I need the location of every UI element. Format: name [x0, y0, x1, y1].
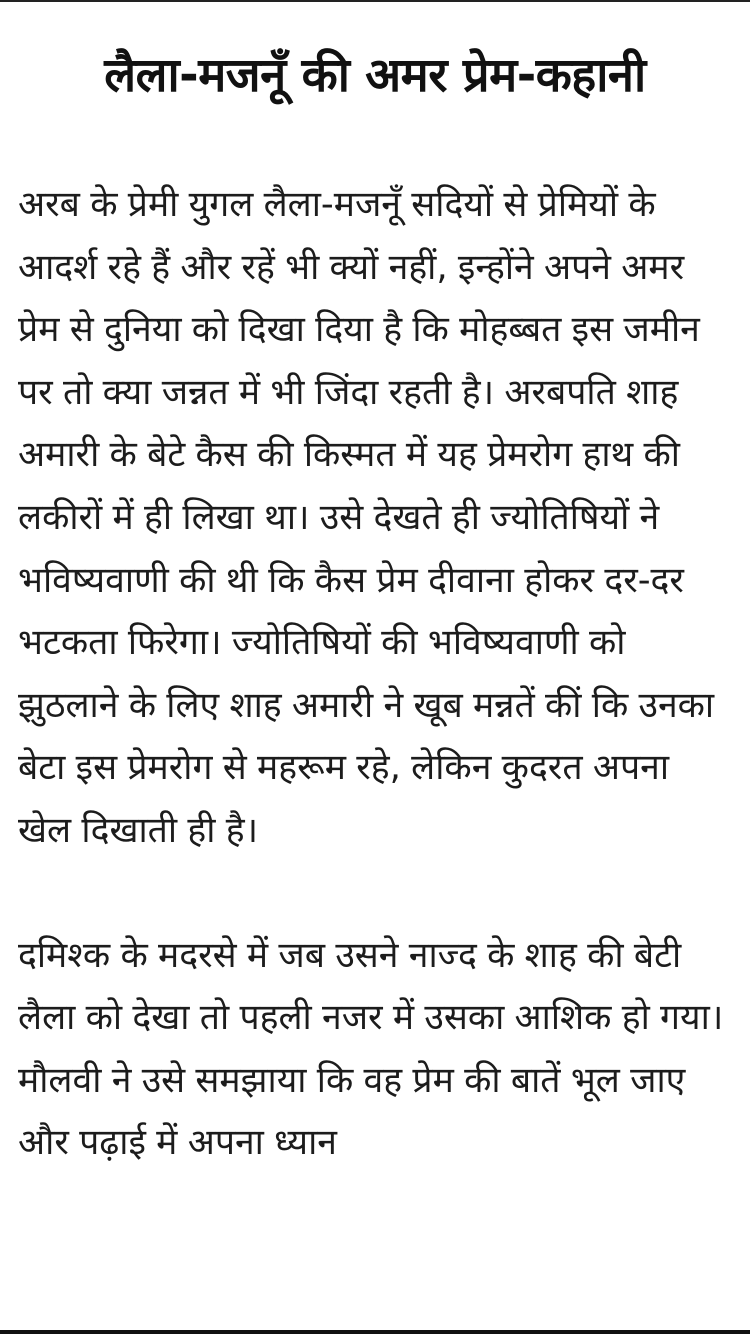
- article-content: [0, 2, 750, 1175]
- article-paragraph-2: दमिश्क के मदरसे में जब उसने नाज्द के शाह की बेटी लैला को देखा तो पहली नजर में उसका आशिक हो गया। मौलवी ने उसे समझाया कि वह प्रेम की बातें भूल जाए और पढ़ाई में अपना ध्यान: [18, 934, 724, 1164]
- article-paragraph-1: अरब के प्रेमी युगल लैला-मजनूँ सदियों से प्रेमियों के आदर्श रहे हैं और रहें भी क्यों नहीं, इन्होंने अपने अमर प्रेम से दुनिया को दिखा दिया है कि मोहब्बत इस जमीन पर तो क्या जन्नत में भी जिंदा रहती है। अरबपति शाह अमारी के बेटे कैस की किस्मत में यह प्रेमरोग हाथ की लकीरों में ही लिखा था। उसे देखते ही ज्योतिषियों ने भविष्यवाणी की थी कि कैस प्रेम दीवाना होकर दर-दर भटकता फिरेगा। ज्योतिषियों की भविष्यवाणी को झुठलाने के लिए शाह अमारी ने खूब मन्नतें कीं कि उनका बेटा इस प्रेमरोग से महरूम रहे, लेकिन कुदरत अपना खेल दिखाती ही है।: [18, 184, 715, 851]
- bottom-divider: [0, 1330, 750, 1334]
- article-title: लैला-मजनूँ की अमर प्रेम-कहानी: [104, 48, 646, 103]
